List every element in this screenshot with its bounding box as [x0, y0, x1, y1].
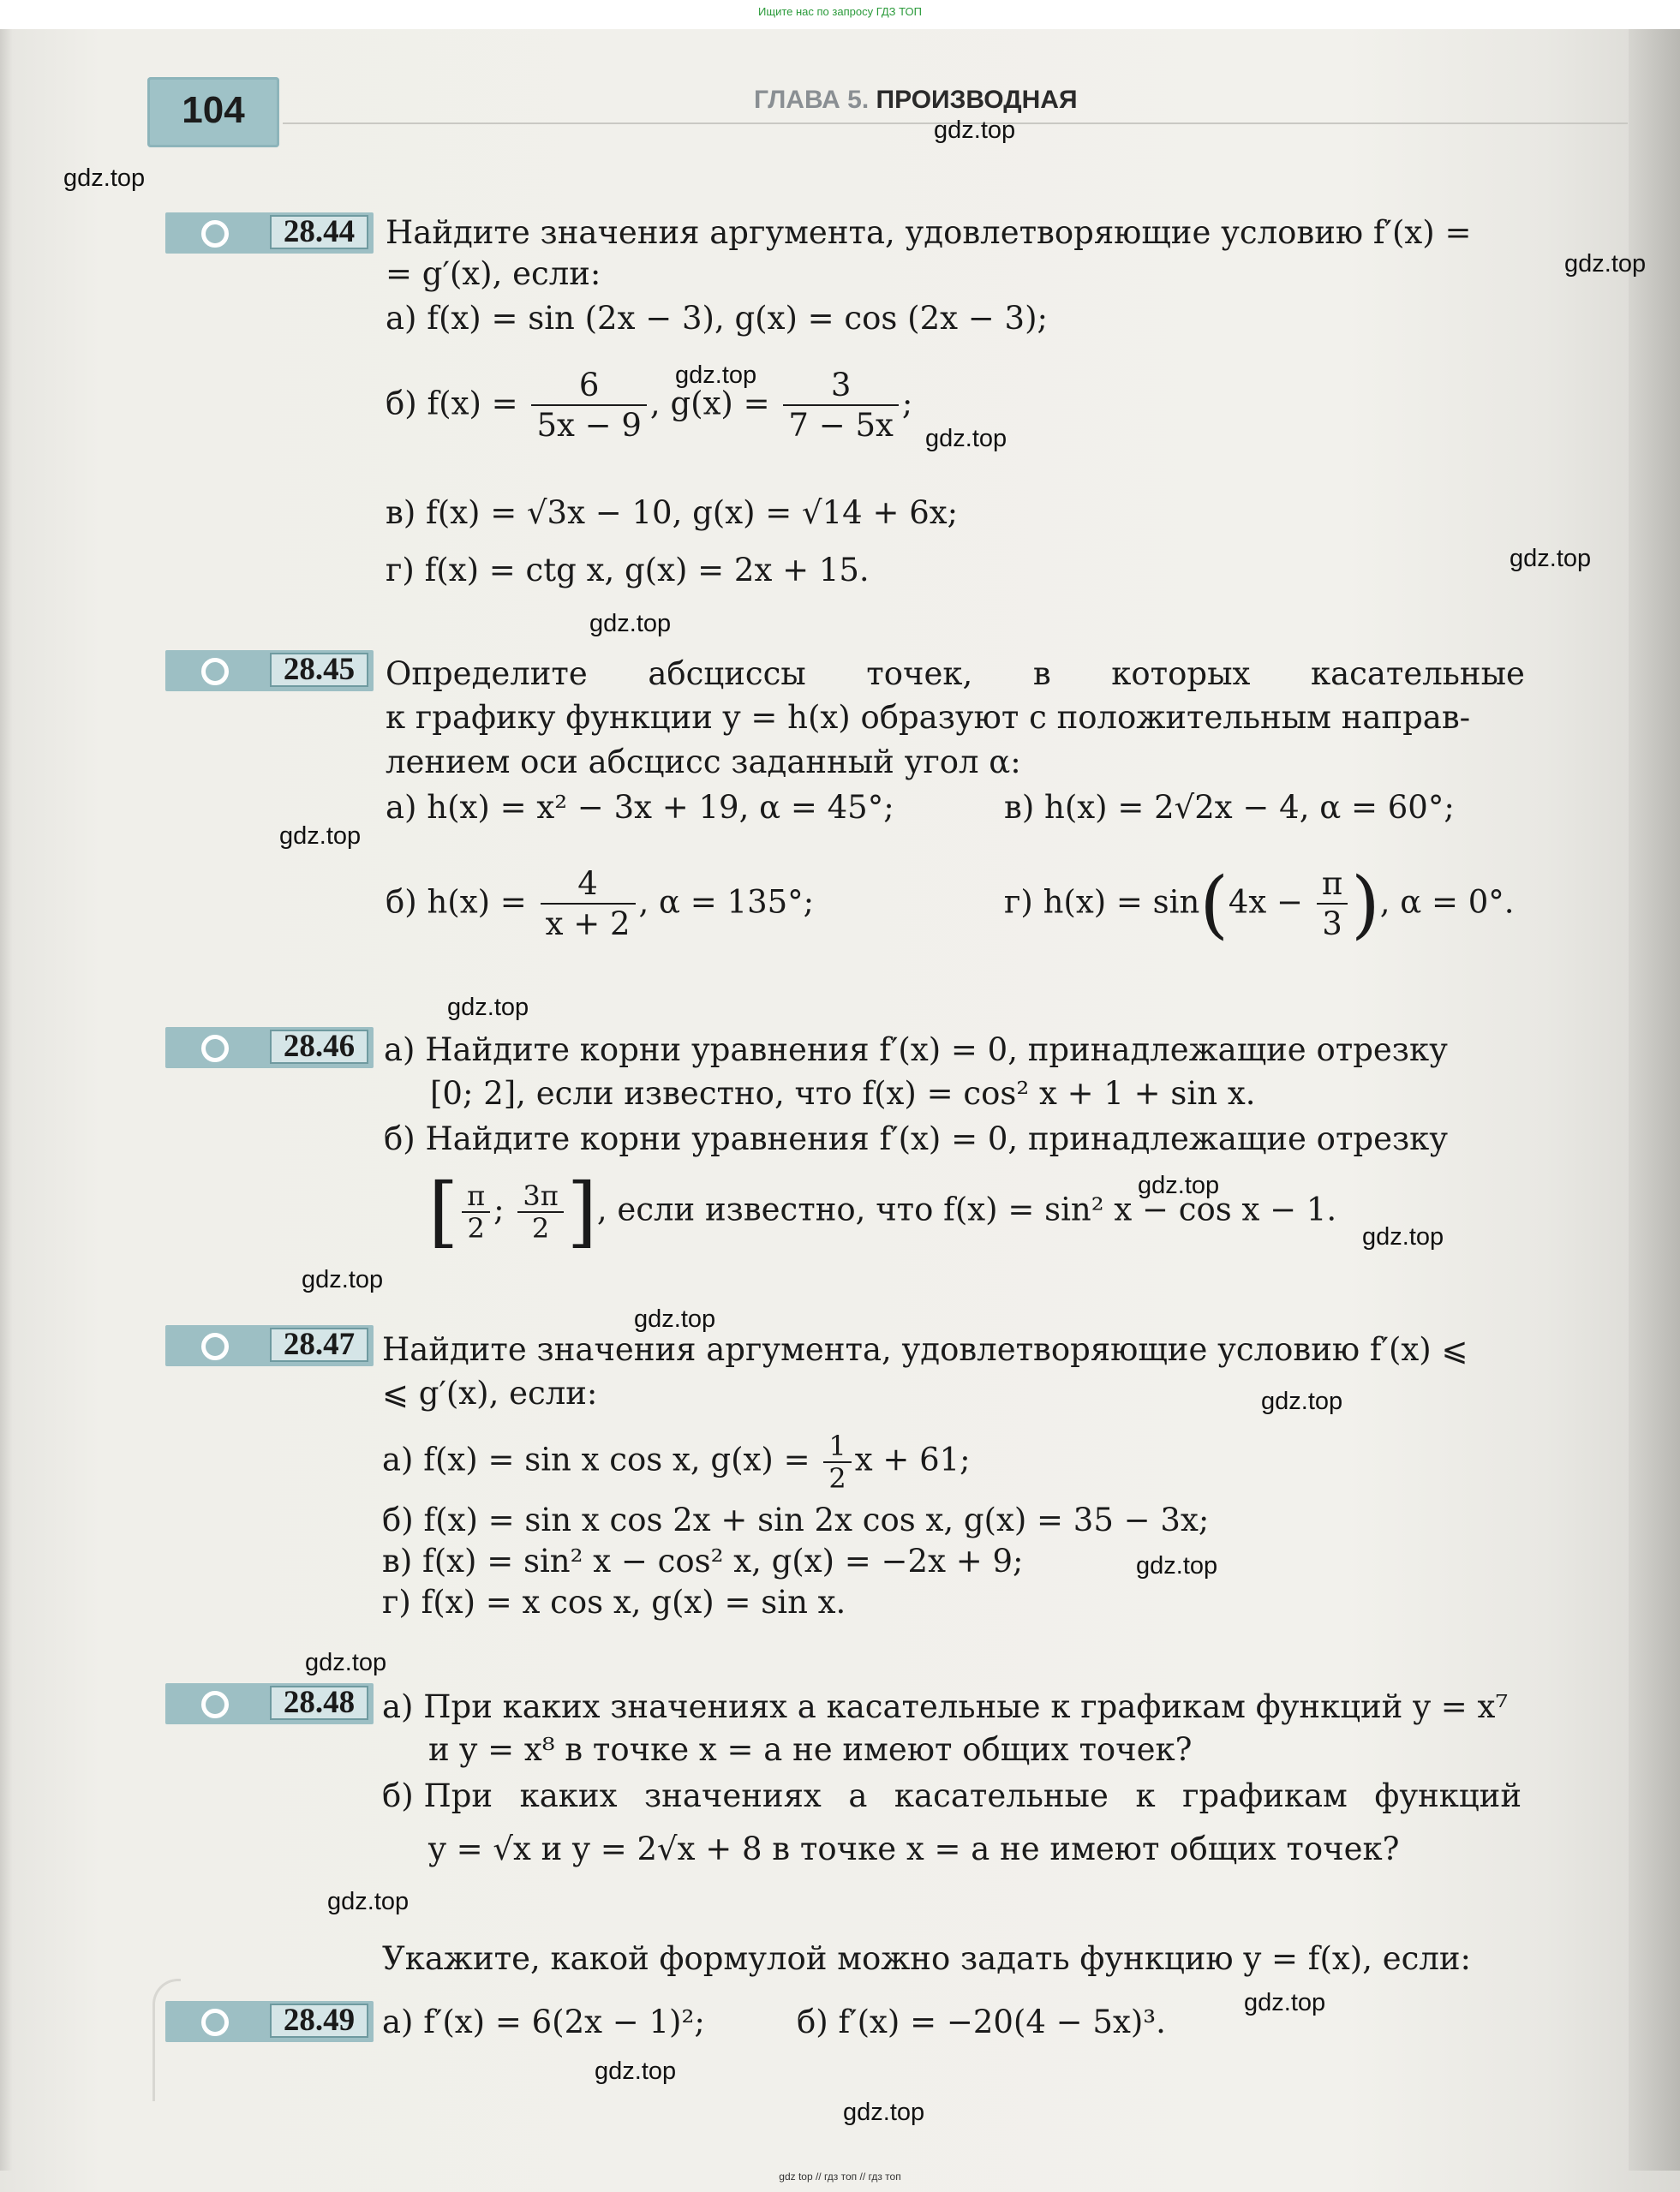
problem-item-v: в) f(x) = sin² x − cos² x, g(x) = −2x + 9;: [382, 1543, 1024, 1580]
problem-item-b: б) f′(x) = −20(4 − 5x)³.: [797, 2004, 1166, 2040]
problem-item-a: а) h(x) = x² − 3x + 19, α = 45°;: [386, 789, 894, 826]
item-prefix: б) h(x) =: [386, 883, 527, 921]
numerator: 3: [783, 367, 898, 406]
word: функций: [1374, 1777, 1522, 1814]
watermark: gdz.top: [302, 1266, 384, 1293]
watermark: gdz.top: [1244, 1989, 1326, 2016]
item-arg: 4x −: [1228, 883, 1304, 921]
watermark: gdz.top: [447, 994, 529, 1021]
problem-marker-icon: [201, 1333, 229, 1360]
watermark: gdz.top: [327, 1888, 410, 1915]
page-number: 104: [182, 89, 245, 131]
problem-text: к графику функции y = h(x) образуют с положительным направ-: [386, 699, 1471, 736]
word: a: [848, 1777, 868, 1814]
denominator: 2: [531, 1212, 550, 1245]
denominator: 2: [828, 1462, 846, 1495]
word: Определите: [386, 655, 588, 692]
word: графикам: [1182, 1777, 1348, 1814]
bracket-close: ]: [566, 1167, 597, 1257]
word: касательные: [894, 1777, 1109, 1814]
chapter-title: ПРОИЗВОДНАЯ: [876, 86, 1078, 114]
fraction: [1317, 865, 1348, 944]
watermark: gdz.top: [1510, 545, 1592, 572]
problem-item-a: а) Найдите корни уравнения f′(x) = 0, принадлежащие отрезку: [384, 1031, 1448, 1068]
problem-marker-icon: [201, 1035, 229, 1062]
fraction: [517, 1180, 563, 1244]
item-end: x + 61;: [854, 1441, 971, 1478]
denominator: 2: [467, 1212, 485, 1245]
problem-text: и y = x⁸ в точке x = a не имеют общих точек?: [428, 1731, 1193, 1768]
problem-item-v: в) h(x) = 2√2x − 4, α = 60°;: [1004, 789, 1455, 826]
paren-open: (: [1199, 862, 1229, 947]
item-prefix: б) f(x) =: [386, 385, 518, 422]
numerator: 4: [541, 865, 636, 905]
problem-item-v: в) f(x) = √3x − 10, g(x) = √14 + 6x;: [386, 494, 959, 531]
denominator: x + 2: [545, 905, 631, 942]
numerator: π: [1317, 865, 1348, 905]
word: значениях: [644, 1777, 822, 1814]
fraction: [541, 865, 636, 944]
problem-tag-28-46: [165, 1027, 374, 1068]
watermark: gdz.top: [305, 1649, 387, 1676]
bracket-open: [: [428, 1167, 459, 1257]
problem-number: 28.46: [270, 1030, 368, 1064]
word: в: [1032, 655, 1051, 692]
problem-item-a: а) f(x) = sin (2x − 3), g(x) = cos (2x − 3);: [386, 300, 1048, 337]
problem-number: 28.48: [270, 1686, 368, 1720]
problem-item-a: [382, 1430, 971, 1494]
problem-tag-28-44: [165, 212, 374, 254]
watermark: gdz.top: [1261, 1388, 1343, 1415]
problem-marker-icon: [201, 220, 229, 248]
problem-item-b: [386, 865, 814, 944]
problem-text: Найдите значения аргумента, удовлетворяющие условию f′(x) ⩽: [382, 1331, 1468, 1368]
watermark: gdz.top: [589, 610, 672, 637]
paren-close: ): [1351, 862, 1380, 947]
problem-marker-icon: [201, 2009, 229, 2036]
watermark: gdz.top: [1138, 1172, 1220, 1199]
footer-banner: gdz top // гдз топ // гдз топ: [779, 2171, 901, 2183]
problem-tag-28-45: [165, 650, 374, 691]
watermark: gdz.top: [279, 822, 362, 850]
item-mid: , g(x) =: [649, 385, 770, 422]
problem-item-b: [386, 367, 912, 445]
numerator: 6: [531, 367, 646, 406]
problem-item-g: г) f(x) = ctg x, g(x) = 2x + 15.: [386, 552, 870, 588]
site-banner: [0, 0, 1680, 29]
watermark: gdz.top: [634, 1305, 716, 1333]
chapter-label: ГЛАВА 5.: [754, 86, 870, 114]
problem-tag-28-49: [165, 2001, 374, 2042]
watermark: gdz.top: [63, 164, 146, 192]
watermark: gdz.top: [1564, 250, 1647, 278]
watermark: gdz.top: [925, 425, 1007, 452]
problem-number: 28.45: [270, 653, 368, 687]
problem-number: 28.47: [270, 1328, 368, 1362]
item-prefix: а) f(x) = sin x cos x, g(x) =: [382, 1441, 810, 1478]
site-banner-text: Ищите нас по запросу ГДЗ ТОП: [758, 5, 922, 18]
denominator: 7 − 5x: [788, 407, 894, 444]
problem-text: [0; 2], если известно, что f(x) = cos² x + 1 + sin x.: [430, 1075, 1256, 1112]
item-prefix: г) h(x) = sin: [1004, 883, 1200, 921]
problem-text: y = √x и y = 2√x + 8 в точке x = a не имеют общих точек?: [428, 1831, 1400, 1867]
problem-item-b: б) Найдите корни уравнения f′(x) = 0, принадлежащие отрезку: [384, 1120, 1449, 1157]
problem-text: ⩽ g′(x), если:: [382, 1375, 598, 1412]
word: каких: [519, 1777, 618, 1814]
problem-text: [ $\frac{\pi}{2}$ ; $\frac{3\pi}{2}$ ], если известно, что f(x) = sin² x − cos x − 1.: [428, 1167, 1337, 1257]
fraction: [823, 1430, 851, 1494]
chapter-heading: [754, 86, 1078, 115]
numerator: 3π: [517, 1180, 563, 1213]
word: касательные: [1310, 655, 1525, 692]
item-end: , α = 0°.: [1379, 883, 1515, 921]
watermark: gdz.top: [934, 116, 1016, 144]
word: точек,: [866, 655, 973, 692]
problem-text: = g′(x), если:: [386, 255, 601, 292]
problem-item-a: а) При каких значениях a касательные к графикам функций y = x⁷: [382, 1688, 1509, 1725]
page-binding-shadow: [1629, 29, 1680, 2171]
numerator: π: [462, 1180, 490, 1213]
denominator: 5x − 9: [536, 407, 642, 444]
watermark: gdz.top: [675, 361, 757, 389]
word: к: [1135, 1777, 1156, 1814]
fraction: [531, 367, 646, 445]
fraction: [462, 1180, 490, 1244]
problem-item-g: г) f(x) = x cos x, g(x) = sin x.: [382, 1584, 846, 1621]
problem-text: Найдите значения аргумента, удовлетворяющие условию f′(x) =: [386, 214, 1472, 251]
watermark: gdz.top: [595, 2058, 677, 2085]
word: абсциссы: [648, 655, 806, 692]
watermark: gdz.top: [1362, 1223, 1444, 1251]
page-number-tab: [147, 77, 279, 147]
denominator: 3: [1322, 905, 1342, 942]
problem-marker-icon: [201, 1691, 229, 1718]
word: б) При: [382, 1777, 493, 1814]
problem-tag-28-48: [165, 1683, 374, 1724]
watermark: gdz.top: [843, 2099, 925, 2126]
page-left-edge: [0, 29, 12, 2171]
problem-item-b-justified: [382, 1777, 1522, 1816]
problem-number: 28.49: [270, 2004, 368, 2038]
problem-text: лением оси абсцисс заданный угол α:: [386, 744, 1021, 780]
item-end: , если известно, что f(x) = sin² x − cos x − 1.: [596, 1191, 1337, 1228]
problem-item-a: а) f′(x) = 6(2x − 1)²;: [382, 2004, 705, 2040]
problem-text-justified: [386, 654, 1525, 694]
problem-marker-icon: [201, 658, 229, 685]
numerator: 1: [823, 1430, 851, 1463]
problem-item-b: б) f(x) = sin x cos 2x + sin 2x cos x, g(x) = 35 − 3x;: [382, 1502, 1210, 1538]
problem-number: 28.44: [270, 215, 368, 249]
problem-tag-28-47: [165, 1325, 374, 1366]
word: которых: [1111, 655, 1251, 692]
fraction: [783, 367, 898, 445]
problem-item-g: [1004, 862, 1515, 947]
item-end: ;: [901, 385, 913, 422]
item-end: , α = 135°;: [638, 883, 815, 921]
section-intro: Укажите, какой формулой можно задать функцию y = f(x), если:: [382, 1940, 1472, 1977]
watermark: gdz.top: [1136, 1552, 1218, 1580]
